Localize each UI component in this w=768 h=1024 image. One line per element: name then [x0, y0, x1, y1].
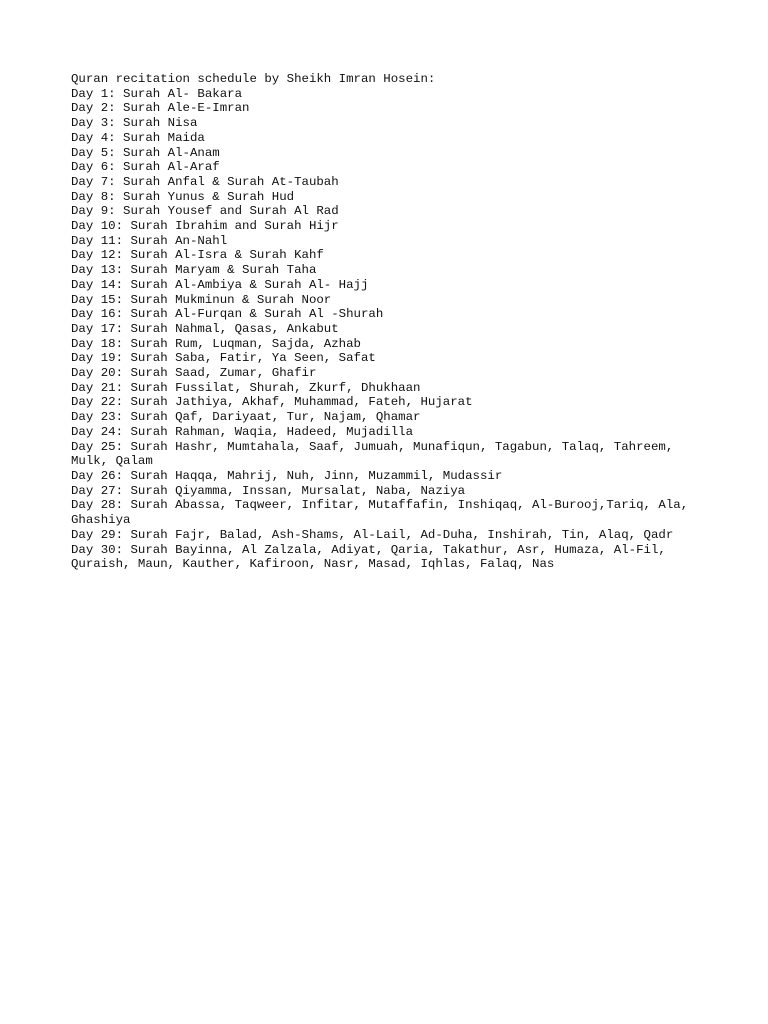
schedule-line: Day 8: Surah Yunus & Surah Hud	[71, 189, 295, 204]
schedule-line: Day 4: Surah Maida	[71, 130, 205, 145]
schedule-line: Day 24: Surah Rahman, Waqia, Hadeed, Mujadilla	[71, 424, 414, 439]
schedule-line: Day 10: Surah Ibrahim and Surah Hijr	[71, 219, 339, 234]
schedule-line: Day 25: Surah Hashr, Mumtahala, Saaf, Jumuah, Munafiqun, Tagabun, Talaq, Tahreem,	[71, 439, 674, 454]
schedule-line: Day 12: Surah Al-Isra & Surah Kahf	[71, 248, 324, 263]
schedule-line: Day 6: Surah Al-Araf	[71, 160, 220, 175]
schedule-line-continuation: Quraish, Maun, Kauther, Kafiroon, Nasr, Masad, Iqhlas, Falaq, Nas	[71, 557, 555, 572]
document-page	[71, 72, 731, 572]
schedule-line: Day 5: Surah Al-Anam	[71, 145, 220, 160]
schedule-line: Day 27: Surah Qiyamma, Inssan, Mursalat, Naba, Naziya	[71, 483, 466, 498]
schedule-line: Day 13: Surah Maryam & Surah Taha	[71, 263, 317, 278]
schedule-line: Day 3: Surah Nisa	[71, 116, 198, 131]
schedule-line: Day 16: Surah Al-Furqan & Surah Al -Shurah	[71, 307, 384, 322]
schedule-line: Day 23: Surah Qaf, Dariyaat, Tur, Najam, Qhamar	[71, 410, 421, 425]
schedule-line: Day 2: Surah Ale-E-Imran	[71, 101, 250, 116]
schedule-line: Day 15: Surah Mukminun & Surah Noor	[71, 292, 332, 307]
schedule-line-continuation: Mulk, Qalam	[71, 454, 153, 469]
schedule-line: Day 11: Surah An-Nahl	[71, 233, 228, 248]
schedule-line: Day 30: Surah Bayinna, Al Zalzala, Adiyat, Qaria, Takathur, Asr, Humaza, Al-Fil,	[71, 542, 666, 557]
schedule-line-continuation: Ghashiya	[71, 513, 131, 528]
schedule-line: Day 29: Surah Fajr, Balad, Ash-Shams, Al-Lail, Ad-Duha, Inshirah, Tin, Alaq, Qadr	[71, 527, 674, 542]
schedule-line: Day 17: Surah Nahmal, Qasas, Ankabut	[71, 321, 339, 336]
schedule-line: Day 7: Surah Anfal & Surah At-Taubah	[71, 174, 339, 189]
schedule-line: Day 20: Surah Saad, Zumar, Ghafir	[71, 366, 317, 381]
schedule-line: Day 9: Surah Yousef and Surah Al Rad	[71, 204, 339, 219]
schedule-line: Day 21: Surah Fussilat, Shurah, Zkurf, Dhukhaan	[71, 380, 421, 395]
document-heading: Quran recitation schedule by Sheikh Imran Hosein:	[71, 72, 436, 86]
schedule-line: Day 22: Surah Jathiya, Akhaf, Muhammad, Fateh, Hujarat	[71, 395, 473, 410]
schedule-line: Day 14: Surah Al-Ambiya & Surah Al- Hajj	[71, 277, 369, 292]
schedule-line: Day 19: Surah Saba, Fatir, Ya Seen, Safat	[71, 351, 376, 366]
schedule-line: Day 18: Surah Rum, Luqman, Sajda, Azhab	[71, 336, 361, 351]
schedule-line: Day 28: Surah Abassa, Taqweer, Infitar, Mutaffafin, Inshiqaq, Al-Burooj,Tariq, Ala,	[71, 498, 689, 513]
schedule-line: Day 26: Surah Haqqa, Mahrij, Nuh, Jinn, Muzammil, Mudassir	[71, 468, 503, 483]
schedule-line: Day 1: Surah Al- Bakara	[71, 86, 243, 101]
